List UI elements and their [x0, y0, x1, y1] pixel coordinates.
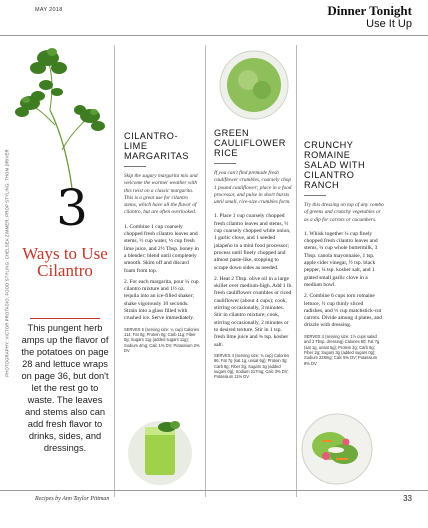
recipe-cauliflower-rice: [214, 128, 293, 380]
page-number: 33: [403, 494, 412, 503]
recipe-title: GREEN CAULIFLOWER RICE: [214, 128, 286, 158]
header-rule: [0, 35, 428, 36]
column-divider: [296, 45, 297, 497]
column-divider: [114, 45, 115, 497]
recipe-step: 2. For each margarita, pour ¼ cup cilantro mixture and 1½ oz. tequila into an ice-filled shaker; shake vigorously 10 seconds. Strain into a glass filled with crushed ice. Serve immediately.: [124, 278, 199, 322]
recipe-step: 1. Place 1 cup coarsely chopped fresh cilantro leaves and stems, ½ cup coarsely chopped white onion, 1 garlic clove, and 1 seeded jalapeño in a mini food processor; process until finely chopped and almost paste-like, stopping to scrape down sides as needed.: [214, 213, 291, 271]
section-title: [327, 4, 412, 30]
recipe-steps: [124, 224, 201, 323]
recipe-step: 1. Whisk together ¼ cup finely chopped fresh cilantro leaves and stems, ¼ cup whole buttermilk, 3 Tbsp. canola mayonnaise, 1 tsp. apple cider vinegar, ½ tsp. black pepper, ¼ tsp. kosher salt, and 1 grated small garlic clove in a medium bowl.: [304, 230, 378, 288]
recipe-title: CILANTRO-LIME MARGARITAS: [124, 131, 190, 161]
title-rule: [304, 195, 326, 196]
margarita-photo: [125, 417, 195, 485]
issue-date: MAY 2018: [35, 7, 63, 13]
footer-rule: [0, 490, 428, 491]
section-title-line1: Dinner Tonight: [327, 3, 412, 18]
recipe-step: 1. Combine 1 cup coarsely chopped fresh cilantro leaves and stems, ½ cup water, ⅓ cup fresh lime juice, and 2½ Tbsp. honey in a blender; blend until completely smooth. Skim off and discard foam from top.: [124, 223, 199, 274]
recipe-credit: Recipes by Ann Taylor Pittman: [35, 496, 110, 502]
nutrition-info: SERVES 4 (serving size: 1½ cups salad and 2 Tbsp. dressing) Calories 80; Fat 7g (sat 1g, unsat 5g); Protein 2g; Carb 5g; Fiber 2g; Sugars 3g (added sugars 0g); Sodium 228mg; Calc 5% DV; Potassium 8% DV: [304, 333, 380, 366]
feature-intro: This pungent herb amps up the flavor of the potatoes on page 28 and lettuce wraps on page 36, but don't let the rest go to waste. The leaves and stems also can add fresh flavor to drinks, sides, and dressings.: [21, 323, 109, 453]
recipe-steps: [214, 213, 293, 348]
recipe-romaine-salad: [304, 140, 384, 366]
recipe-steps: [304, 231, 384, 330]
heading-rule: [30, 318, 100, 319]
cilantro-sprig-image: [10, 40, 110, 190]
recipe-title: CRUNCHY ROMAINE SALAD WITH CILANTRO RANCH: [304, 140, 366, 190]
recipe-step: 2. Heat 2 Tbsp. olive oil in a large skillet over medium-high. Add 1 lb. fresh cauliflower crumbles or riced cauliflower (about 4 cups); cook, stirring occasionally, 3 minutes. Stir in cilantro mixture; cook, stirring occasionally, 2 minutes or to desired texture. Stir in 1 tsp. fresh lime juice and ¾ tsp. kosher salt.: [214, 275, 293, 348]
feature-number: 3: [56, 179, 88, 237]
feature-heading: Ways to Use Cilantro: [22, 244, 108, 280]
recipe-intro: Skip the sugary margarita mix and welcome the warmer weather with this twist on a classic margarita. This is a great use for cilantro stems, which have all the flavor of cilantro, but are often overlooked.: [124, 173, 198, 216]
recipe-margaritas: [124, 131, 201, 354]
salad-photo: [300, 412, 374, 486]
title-rule: [124, 166, 146, 167]
title-rule: [214, 163, 236, 164]
cauliflower-rice-photo: [218, 50, 290, 120]
recipe-intro: Try this dressing on top of any combo of greens and crunchy vegetables or as a dip for carrots or cucumbers.: [304, 202, 384, 223]
photo-credit-text: PHOTOGRAPHY: VICTOR PROTASIO; FOOD STYLING: CHELSEA ZIMMER; PROP STYLING: THOM DRIVER: [4, 148, 10, 377]
section-title-line2: Use It Up: [366, 18, 412, 30]
column-divider: [205, 45, 206, 497]
recipe-step: 2. Combine 6 cups torn romaine lettuce, ½ cup thinly sliced radishes, and ⅓ cup matchstick-cut carrots. Divide among 4 plates, and drizzle with dressing.: [304, 293, 383, 329]
nutrition-info: SERVES 6 (serving size: ¼ cup) Calories 114; Fat 0g; Protein 0g; Carb 11g; Fiber 0g; Sugars 11g (added sugars 11g); Sodium 4mg; Calc 1% DV; Potassium 2% DV: [124, 326, 200, 354]
nutrition-info: SERVES 4 (serving size: ¾ cup) Calories 96; Fat 7g (sat 1g, unsat 6g); Protein 3g; Carb 8g; Fiber 3g; Sugars 3g (added sugars 0g); Sodium 217mg; Calc 3% DV; Potassium 11% DV: [214, 352, 290, 380]
recipe-intro: If you can't find premade fresh cauliflower crumbles, coarsely chop 1 pound cauliflower; place in a food processor, and pulse in short bursts until small, rice-size crumbles form.: [214, 170, 292, 206]
